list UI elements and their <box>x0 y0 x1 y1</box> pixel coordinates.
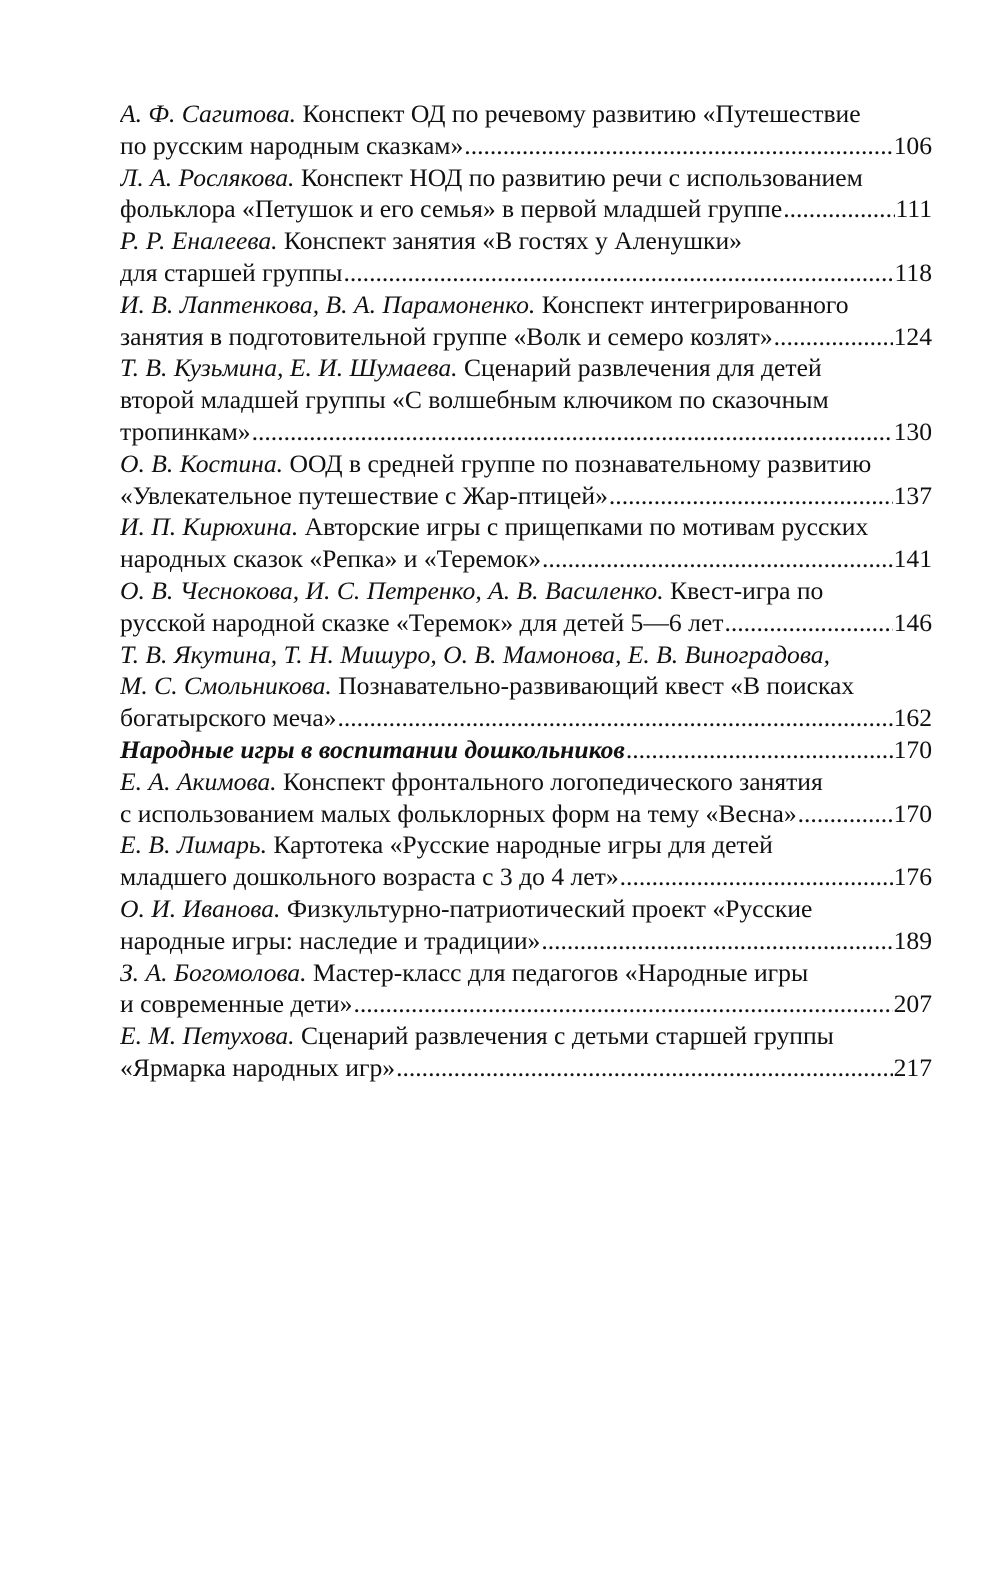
leader-dots <box>252 416 893 448</box>
toc-entry <box>120 957 932 1021</box>
entry-author: З. А. Богомолова. <box>120 957 307 987</box>
entry-author: И. П. Кирюхина. <box>120 512 299 542</box>
entry-author: О. В. Чеснокова, И. С. Петренко, А. В. Василенко. <box>120 575 664 605</box>
entry-title: Конспект ОД по речевому развитию «Путешествие <box>302 99 861 128</box>
toc-entry <box>120 1020 932 1084</box>
section-heading <box>120 734 932 766</box>
leader-dots <box>724 607 892 639</box>
leader-dots <box>620 861 893 893</box>
entry-title-end: занятия в подготовительной группе «Волк и семеро козлят» <box>120 321 773 351</box>
entry-title: Квест-игра по <box>670 575 824 605</box>
toc-entry <box>120 289 932 353</box>
entry-title: Конспект интегрированного <box>541 289 849 319</box>
page-number: 130 <box>893 416 932 446</box>
page-number: 176 <box>893 862 932 892</box>
entry-title-end: по русским народным сказкам» <box>120 130 464 160</box>
entry-author: Р. Р. Еналеева. <box>120 226 278 256</box>
leader-dots <box>353 988 892 1020</box>
entry-title: Физкультурно-патриотический проект «Русские <box>286 893 813 923</box>
entry-title-end: «Увлекательное путешествие с Жар-птицей» <box>120 480 608 510</box>
entry-author: Л. А. Рослякова. <box>120 162 295 192</box>
entry-title: ООД в средней группе по познавательному развитию <box>289 448 872 478</box>
leader-dots <box>626 734 893 766</box>
page-number: 146 <box>893 607 932 637</box>
toc-entry <box>120 639 932 734</box>
page-number: 106 <box>893 130 932 160</box>
toc-entry <box>120 766 932 830</box>
entry-title: Конспект занятия «В гостях у Аленушки» <box>283 226 742 256</box>
page-number: 217 <box>893 1052 932 1082</box>
entry-title-end: фольклора «Петушок и его семья» в первой младшей группе <box>120 194 783 224</box>
leader-dots <box>609 480 893 512</box>
leader-dots <box>774 321 893 353</box>
entry-author: Е. А. Акимова. <box>120 766 277 796</box>
entry-title-end: народных сказок «Репка» и «Теремок» <box>120 544 542 574</box>
table-of-contents <box>120 98 932 1084</box>
entry-title-end: тропинкам» <box>120 416 251 446</box>
entry-title: Сценарий развлечения с детьми старшей группы <box>300 1021 834 1051</box>
page-number: 207 <box>893 989 932 1019</box>
entry-title: Мастер-класс для педагогов «Народные игры <box>312 957 809 987</box>
entry-author: И. В. Лаптенкова, В. А. Парамоненко. <box>120 289 536 319</box>
entry-title-end: «Ярмарка народных игр» <box>120 1052 396 1082</box>
toc-entry <box>120 893 932 957</box>
entry-title: Картотека «Русские народные игры для детей <box>273 830 773 860</box>
page-number: 111 <box>895 194 932 224</box>
toc-entry <box>120 225 932 289</box>
entry-title: Конспект НОД по развитию речи с использованием <box>300 162 863 192</box>
leader-dots <box>542 543 893 575</box>
entry-author: Е. В. Лимарь. <box>120 830 267 860</box>
toc-entry <box>120 448 932 512</box>
entry-author: Т. В. Якутина, Т. Н. Мишуро, О. В. Мамонова, Е. В. Виноградова, <box>120 639 830 669</box>
page-number: 118 <box>894 257 932 287</box>
leader-dots <box>541 925 892 957</box>
leader-dots <box>464 130 892 162</box>
entry-title: Конспект фронтального логопедического занятия <box>282 766 823 796</box>
page-number: 170 <box>893 798 932 828</box>
toc-entry <box>120 511 932 575</box>
leader-dots <box>337 702 892 734</box>
page-number: 170 <box>893 734 932 764</box>
leader-dots <box>798 798 893 830</box>
entry-author: М. С. Смольникова. <box>120 671 332 701</box>
entry-title-end: богатырского меча» <box>120 703 337 733</box>
entry-title-continued: второй младшей группы «С волшебным ключиком по сказочным <box>120 385 829 415</box>
toc-entry <box>120 162 932 226</box>
section-title: Народные игры в воспитании дошкольников <box>120 734 625 764</box>
page-number: 124 <box>893 321 932 351</box>
entry-title: Сценарий развлечения для детей <box>463 353 822 383</box>
entry-title-end: народные игры: наследие и традиции» <box>120 925 541 955</box>
entry-title-end: для старшей группы <box>120 257 343 287</box>
page-number: 189 <box>893 925 932 955</box>
entry-author: А. Ф. Сагитова. <box>120 99 297 128</box>
leader-dots <box>396 1052 893 1084</box>
toc-entry <box>120 352 932 447</box>
entry-title-end: и современные дети» <box>120 989 353 1019</box>
entry-title-end: русской народной сказке «Теремок» для детей 5—6 лет <box>120 607 724 637</box>
page-number: 162 <box>893 703 932 733</box>
page-number: 141 <box>893 544 932 574</box>
toc-entry <box>120 98 932 162</box>
page-number: 137 <box>893 480 932 510</box>
entry-author: Т. В. Кузьмина, Е. И. Шумаева. <box>120 353 458 383</box>
leader-dots <box>343 257 893 289</box>
entry-author: Е. М. Петухова. <box>120 1021 295 1051</box>
toc-entry <box>120 829 932 893</box>
toc-entry <box>120 575 932 639</box>
entry-author: О. В. Костина. <box>120 448 284 478</box>
entry-title: Авторские игры с прищепками по мотивам русских <box>304 512 869 542</box>
entry-title: Познавательно-развивающий квест «В поисках <box>338 671 855 701</box>
entry-title-end: младшего дошкольного возраста с 3 до 4 лет» <box>120 862 619 892</box>
entry-author: О. И. Иванова. <box>120 893 281 923</box>
leader-dots <box>783 193 894 225</box>
entry-title-end: с использованием малых фольклорных форм на тему «Весна» <box>120 798 797 828</box>
